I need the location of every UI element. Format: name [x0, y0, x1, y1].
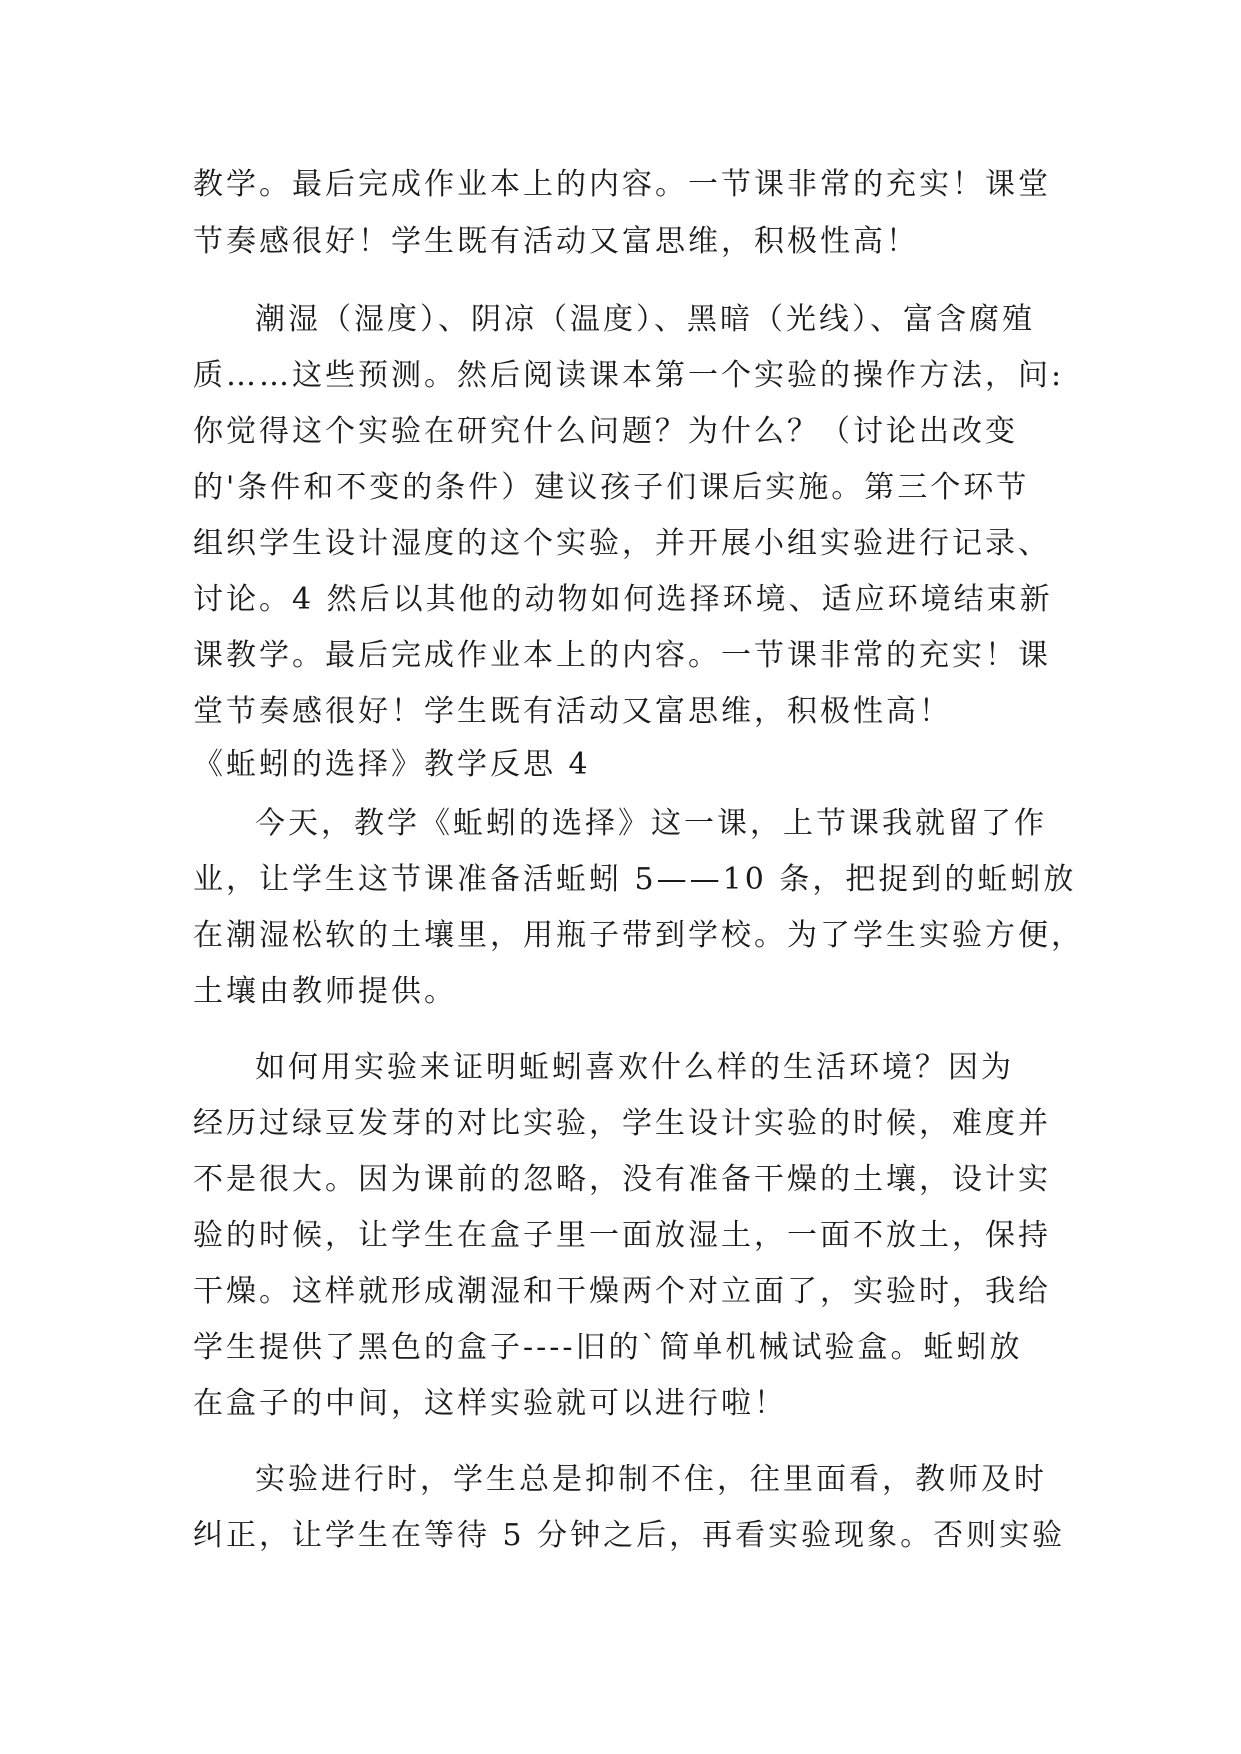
text-line: 在潮湿松软的土壤里，用瓶子带到学校。为了学生实验方便， — [193, 918, 1084, 953]
paragraph-first-line: 潮湿（湿度）、阴凉（温度）、黑暗（光线）、富含腐殖 — [255, 302, 1035, 337]
section-heading: 《蚯蚓的选择》教学反思 4 — [193, 747, 591, 782]
text-line: 的'条件和不变的条件）建议孩子们课后实施。第三个环节 — [193, 470, 1030, 505]
text-line: 讨论。4 然后以其他的动物如何选择环境、适应环境结束新 — [193, 582, 1053, 617]
text-line: 教学。最后完成作业本上的内容。一节课非常的充实！课堂 — [193, 167, 1051, 202]
paragraph-first-line: 今天，教学《蚯蚓的选择》这一课，上节课我就留了作 — [255, 806, 1047, 841]
text-line: 验的时候，让学生在盒子里一面放湿土，一面不放土，保持 — [193, 1218, 1051, 1253]
text-line: 在盒子的中间，这样实验就可以进行啦！ — [193, 1386, 787, 1421]
text-line: 堂节奏感很好！学生既有活动又富思维，积极性高！ — [193, 694, 952, 729]
text-line: 不是很大。因为课前的忽略，没有准备干燥的土壤，设计实 — [193, 1162, 1051, 1197]
text-line: 组织学生设计湿度的这个实验，并开展小组实验进行记录、 — [193, 526, 1051, 561]
text-line: 经历过绿豆发芽的对比实验，学生设计实验的时候，难度并 — [193, 1106, 1051, 1141]
text-line: 学生提供了黑色的盒子----旧的`简单机械试验盒。蚯蚓放 — [193, 1330, 1023, 1365]
text-line: 质……这些预测。然后阅读课本第一个实验的操作方法，问: — [193, 358, 1065, 393]
text-line: 土壤由教师提供。 — [193, 974, 457, 1009]
text-line: 节奏感很好！学生既有活动又富思维，积极性高！ — [193, 224, 919, 259]
text-line: 课教学。最后完成作业本上的内容。一节课非常的充实！课 — [193, 638, 1051, 673]
text-line: 干燥。这样就形成潮湿和干燥两个对立面了，实验时，我给 — [193, 1274, 1051, 1309]
text-line: 业，让学生这节课准备活蚯蚓 5——10 条，把捉到的蚯蚓放 — [193, 862, 1077, 897]
text-line: 纠正，让学生在等待 5 分钟之后，再看实验现象。否则实验 — [193, 1518, 1066, 1553]
paragraph-first-line: 实验进行时，学生总是抑制不住，往里面看，教师及时 — [255, 1462, 1047, 1497]
text-line: 你觉得这个实验在研究什么问题？为什么？（讨论出改变 — [193, 414, 1018, 449]
paragraph-first-line: 如何用实验来证明蚯蚓喜欢什么样的生活环境？因为 — [255, 1050, 1014, 1085]
